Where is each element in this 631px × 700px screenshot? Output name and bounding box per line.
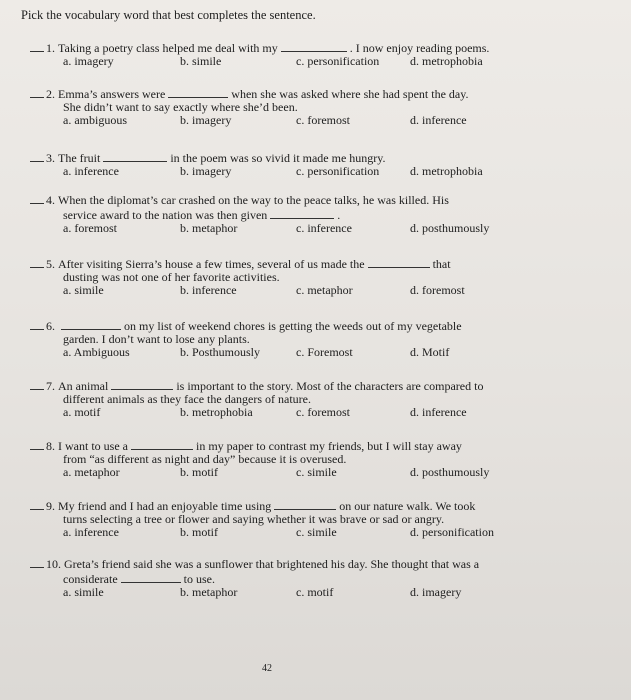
option-a[interactable]: a. inference [63, 164, 119, 178]
sentence-blank[interactable] [368, 256, 430, 268]
sentence-blank[interactable] [281, 40, 347, 52]
question-text: in my paper to contrast my friends, but I will stay away [195, 439, 462, 453]
question-number: 7. [46, 379, 55, 393]
option-c[interactable]: c. inference [296, 221, 352, 235]
answer-blank[interactable] [30, 203, 44, 204]
question-text-continued: from “as different as night and day” because it is overused. [63, 452, 347, 466]
option-b[interactable]: b. imagery [180, 164, 232, 178]
question-7 [30, 378, 620, 419]
question-5 [30, 256, 620, 297]
question-number: 8. [46, 439, 55, 453]
question-text-continued: garden. I don’t want to lose any plants. [63, 332, 250, 346]
question-text: The fruit [58, 151, 101, 165]
option-b[interactable]: b. metaphor [180, 585, 238, 599]
option-a[interactable]: a. simile [63, 283, 104, 297]
question-6 [30, 318, 620, 359]
question-10 [30, 558, 620, 599]
option-b[interactable]: b. Posthumously [180, 345, 261, 359]
option-b[interactable]: b. imagery [180, 113, 232, 127]
option-b[interactable]: b. simile [180, 54, 222, 68]
question-number: 10. [46, 557, 61, 571]
options-row [30, 586, 620, 599]
question-text: on our nature walk. We took [339, 499, 476, 513]
instruction-heading: Pick the vocabulary word that best completes the sentence. [21, 8, 316, 22]
question-text-continued: different animals as they face the dangers of nature. [63, 392, 312, 406]
answer-blank[interactable] [30, 389, 44, 390]
question-text: . I now enjoy reading poems. [349, 41, 490, 55]
options-row [30, 406, 620, 419]
options-row [30, 55, 620, 68]
option-b[interactable]: b. metaphor [180, 221, 238, 235]
sentence-blank[interactable] [168, 86, 228, 98]
question-line [30, 558, 620, 571]
question-text: My friend and I had an enjoyable time using [58, 499, 272, 513]
option-c[interactable]: c. foremost [296, 405, 350, 419]
sentence-blank[interactable] [121, 571, 181, 583]
question-line [30, 438, 620, 453]
question-text: is important to the story. Most of the characters are compared to [176, 379, 484, 393]
question-text: An animal [58, 379, 109, 393]
option-a[interactable]: a. metaphor [63, 465, 120, 479]
sentence-blank[interactable] [270, 207, 334, 219]
page-number: 42 [262, 663, 272, 674]
question-line [30, 378, 620, 393]
option-c[interactable]: c. motif [296, 585, 334, 599]
option-c[interactable]: c. simile [296, 465, 337, 479]
question-text: to use. [183, 572, 215, 586]
question-line [30, 256, 620, 271]
option-c[interactable]: c. personification [296, 164, 380, 178]
question-line [30, 86, 620, 101]
answer-blank[interactable] [30, 449, 44, 450]
options-row [30, 526, 620, 539]
question-text: When the diplomat’s car crashed on the way to the peace talks, he was killed. His [58, 193, 449, 207]
option-d[interactable]: d. Motif [410, 345, 450, 359]
sentence-blank[interactable] [111, 378, 173, 390]
question-text: service award to the nation was then given [63, 208, 268, 222]
sentence-blank[interactable] [103, 150, 167, 162]
question-text-continued [30, 571, 620, 586]
option-a[interactable]: a. foremost [63, 221, 117, 235]
answer-blank[interactable] [30, 51, 44, 52]
sentence-blank[interactable] [61, 318, 121, 330]
option-d[interactable]: d. foremost [410, 283, 465, 297]
option-d[interactable]: d. metrophobia [410, 164, 483, 178]
question-1 [30, 40, 620, 68]
option-d[interactable]: d. posthumously [410, 465, 490, 479]
question-text-continued: She didn’t want to say exactly where she’d been. [63, 100, 298, 114]
question-line [30, 40, 620, 55]
option-c[interactable]: c. metaphor [296, 283, 353, 297]
question-text: considerate [63, 572, 118, 586]
option-a[interactable]: a. Ambiguous [63, 345, 130, 359]
question-text-continued [30, 207, 620, 222]
answer-blank[interactable] [30, 161, 44, 162]
question-3 [30, 150, 620, 178]
option-d[interactable]: d. personification [410, 525, 494, 539]
options-row [30, 222, 620, 235]
option-a[interactable]: a. imagery [63, 54, 114, 68]
options-row [30, 114, 620, 127]
option-d[interactable]: d. posthumously [410, 221, 490, 235]
option-b[interactable]: b. motif [180, 465, 218, 479]
options-row [30, 284, 620, 297]
question-text-continued: dusting was not one of her favorite activities. [63, 270, 280, 284]
option-d[interactable]: d. imagery [410, 585, 462, 599]
option-a[interactable]: a. inference [63, 525, 119, 539]
answer-blank[interactable] [30, 567, 44, 568]
question-number: 9. [46, 499, 55, 513]
option-b[interactable]: b. metrophobia [180, 405, 253, 419]
option-c[interactable]: c. foremost [296, 113, 350, 127]
question-8 [30, 438, 620, 479]
question-text: on my list of weekend chores is getting the weeds out of my vegetable [124, 319, 462, 333]
answer-blank[interactable] [30, 329, 44, 330]
question-text: Emma’s answers were [58, 87, 166, 101]
options-row [30, 165, 620, 178]
question-text-continued: turns selecting a tree or flower and saying whether it was brave or sad or angry. [63, 512, 445, 526]
option-b[interactable]: b. motif [180, 525, 218, 539]
question-text: when she was asked where she had spent the day. [231, 87, 469, 101]
answer-blank[interactable] [30, 509, 44, 510]
question-line [30, 318, 620, 333]
sentence-blank[interactable] [131, 438, 193, 450]
question-text: After visiting Sierra’s house a few times, several of us made the [58, 257, 365, 271]
options-row [30, 346, 620, 359]
question-line [30, 498, 620, 513]
option-a[interactable]: a. motif [63, 405, 101, 419]
question-text: . [337, 208, 341, 222]
answer-blank[interactable] [30, 267, 44, 268]
question-number: 6. [46, 319, 55, 333]
option-c[interactable]: c. simile [296, 525, 337, 539]
question-line [30, 150, 620, 165]
options-row [30, 466, 620, 479]
question-4 [30, 194, 620, 235]
question-number: 4. [46, 193, 55, 207]
question-text: I want to use a [58, 439, 128, 453]
option-d[interactable]: d. inference [410, 113, 467, 127]
question-9 [30, 498, 620, 539]
option-b[interactable]: b. inference [180, 283, 237, 297]
question-number: 2. [46, 87, 55, 101]
option-c[interactable]: c. personification [296, 54, 380, 68]
option-c[interactable]: c. Foremost [296, 345, 353, 359]
question-text: that [432, 257, 451, 271]
question-text: Taking a poetry class helped me deal with my [58, 41, 278, 55]
question-line [30, 194, 620, 207]
option-d[interactable]: d. inference [410, 405, 467, 419]
question-number: 5. [46, 257, 55, 271]
question-number: 1. [46, 41, 55, 55]
option-a[interactable]: a. ambiguous [63, 113, 127, 127]
question-text: Greta’s friend said she was a sunflower that brightened his day. She thought that was a [64, 557, 480, 571]
question-2 [30, 86, 620, 127]
question-text: in the poem was so vivid it made me hungry. [170, 151, 386, 165]
option-d[interactable]: d. metrophobia [410, 54, 483, 68]
sentence-blank[interactable] [274, 498, 336, 510]
answer-blank[interactable] [30, 97, 44, 98]
option-a[interactable]: a. simile [63, 585, 104, 599]
question-number: 3. [46, 151, 55, 165]
